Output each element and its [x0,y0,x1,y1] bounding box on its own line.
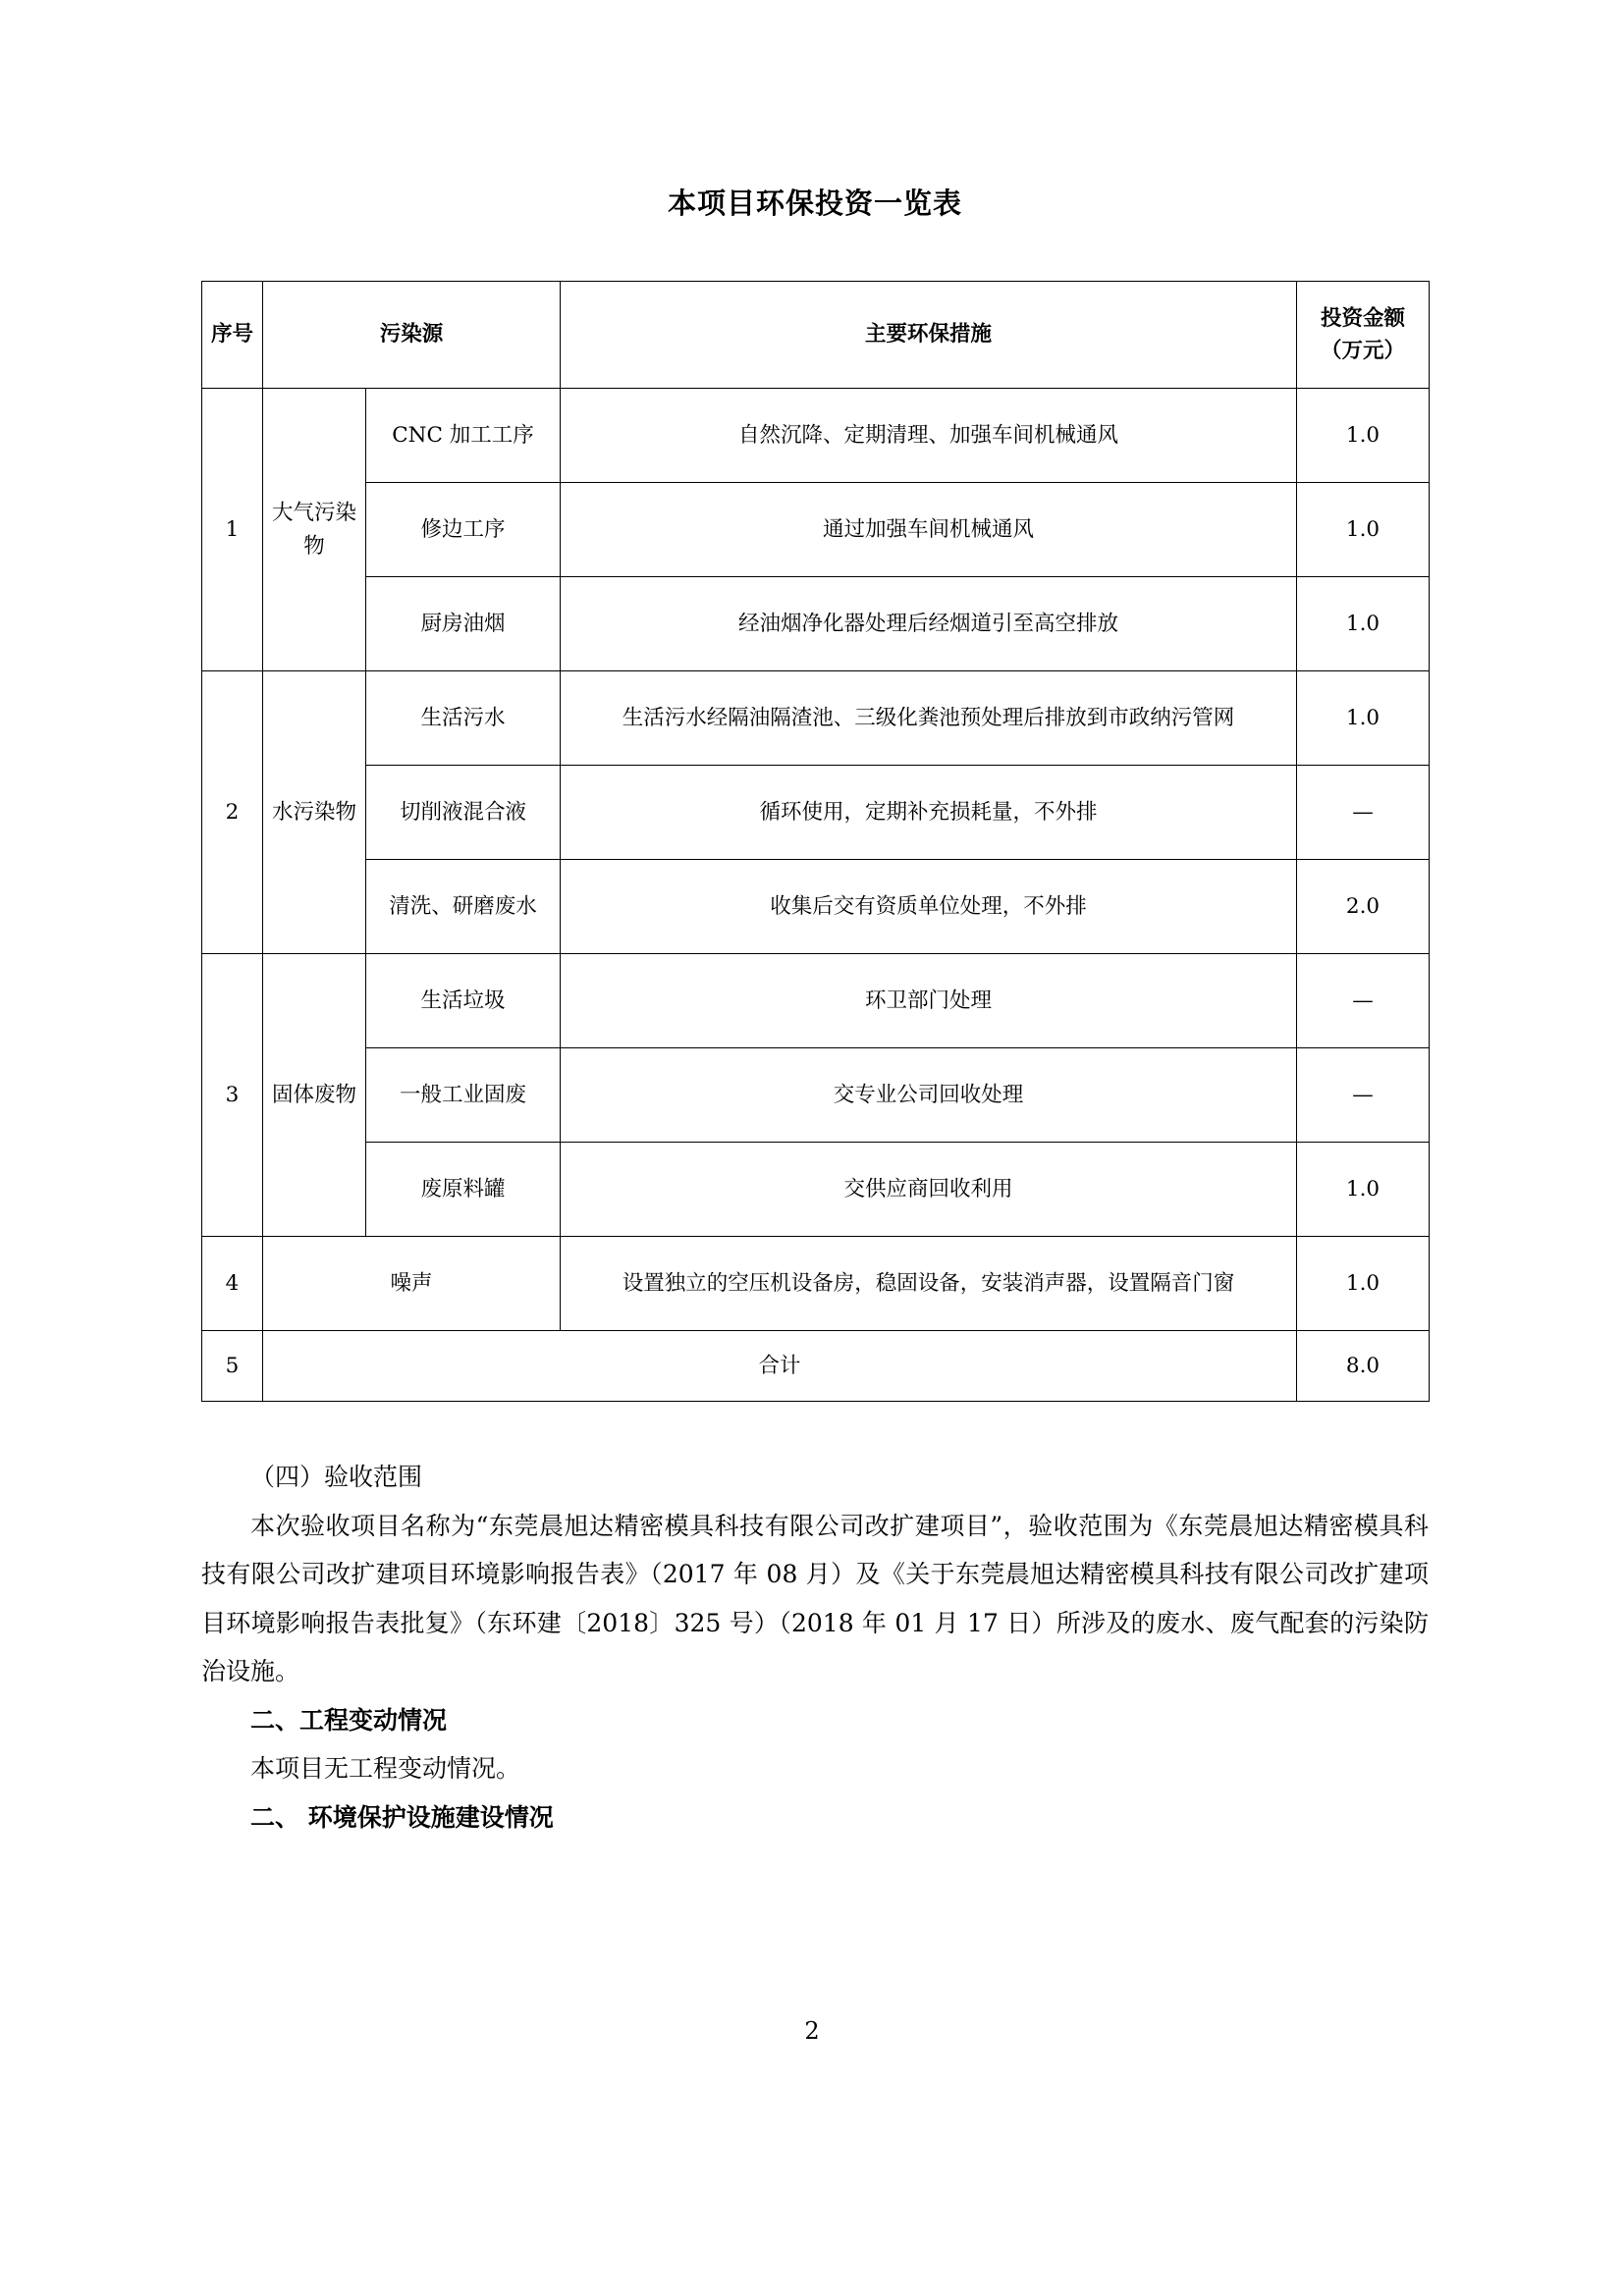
section-two-heading: 二、工程变动情况 [250,1705,448,1735]
cell-amount: — [1297,954,1430,1048]
header-serial-number: 序号 [202,282,263,389]
cell-source: 噪声 [263,1237,561,1331]
cell-source: 一般工业固废 [366,1048,561,1143]
cell-source: 修边工序 [366,483,561,577]
cell-source: 切削液混合液 [366,766,561,860]
table-head [202,282,1430,389]
cell-measure: 设置独立的空压机设备房，稳固设备，安装消声器，设置隔音门窗 [561,1237,1297,1331]
cell-total-label: 合计 [263,1331,1297,1402]
table-row [202,389,1430,483]
table-row [202,671,1430,766]
section-three-heading: 二、 环境保护设施建设情况 [250,1802,554,1832]
cell-measure: 自然沉降、定期清理、加强车间机械通风 [561,389,1297,483]
section-four-heading: （四）验收范围 [250,1463,423,1491]
cell-amount: 1.0 [1297,1143,1430,1237]
cell-source: 生活污水 [366,671,561,766]
cell-serial-number: 3 [202,954,263,1237]
cell-serial-number: 5 [202,1331,263,1402]
header-amount: 投资金额（万元） [1297,282,1430,389]
table-header-row [202,282,1430,389]
cell-amount: 2.0 [1297,860,1430,954]
table-row [202,860,1430,954]
cell-amount: 1.0 [1297,577,1430,671]
acceptance-scope-paragraph: 本次验收项目名称为“东莞晨旭达精密模具科技有限公司改扩建项目”，验收范围为《东莞晨旭达精密模具科技有限公司改扩建项目环境影响报告表》（2017 年 08 月）及《关于东莞晨旭达精密模具科技有限公司改扩建项目环境影响报告表批复》（东环建〔2018〕325 号）（2018 年 01 月 17 日）所涉及的废水、废气配套的污染防治设施。 [201,1511,1429,1685]
page-title: 本项目环保投资一览表 [667,187,962,220]
table-row [202,577,1430,671]
body-text [201,1453,1429,1842]
cell-measure: 循环使用，定期补充损耗量，不外排 [561,766,1297,860]
environmental-investment-table [201,281,1430,1402]
table-body [202,389,1430,1402]
table-row [202,766,1430,860]
cell-measure: 收集后交有资质单位处理，不外排 [561,860,1297,954]
investment-table-wrapper [201,281,1429,1402]
cell-category: 大气污染物 [263,389,366,671]
cell-category: 水污染物 [263,671,366,954]
cell-category: 固体废物 [263,954,366,1237]
cell-amount: 1.0 [1297,671,1430,766]
cell-measure: 交专业公司回收处理 [561,1048,1297,1143]
page-content [201,0,1429,1842]
header-measures: 主要环保措施 [561,282,1297,389]
cell-serial-number: 1 [202,389,263,671]
section-two-paragraph: 本项目无工程变动情况。 [250,1754,521,1783]
header-pollution-source: 污染源 [263,282,561,389]
cell-amount: 1.0 [1297,1237,1430,1331]
cell-total-amount: 8.0 [1297,1331,1430,1402]
cell-amount: 1.0 [1297,389,1430,483]
table-row [202,483,1430,577]
cell-source: 废原料罐 [366,1143,561,1237]
table-row [202,954,1430,1048]
cell-source: CNC 加工工序 [366,389,561,483]
cell-measure: 环卫部门处理 [561,954,1297,1048]
table-row-total [202,1331,1430,1402]
cell-measure: 经油烟净化器处理后经烟道引至高空排放 [561,577,1297,671]
table-row [202,1237,1430,1331]
page-number: 2 [804,2017,820,2045]
table-row [202,1048,1430,1143]
cell-measure: 通过加强车间机械通风 [561,483,1297,577]
cell-measure: 生活污水经隔油隔渣池、三级化粪池预处理后排放到市政纳污管网 [561,671,1297,766]
cell-amount: 1.0 [1297,483,1430,577]
cell-amount: — [1297,766,1430,860]
cell-amount: — [1297,1048,1430,1143]
cell-serial-number: 4 [202,1237,263,1331]
cell-measure: 交供应商回收利用 [561,1143,1297,1237]
cell-serial-number: 2 [202,671,263,954]
cell-source: 清洗、研磨废水 [366,860,561,954]
table-row [202,1143,1430,1237]
cell-source: 生活垃圾 [366,954,561,1048]
cell-source: 厨房油烟 [366,577,561,671]
